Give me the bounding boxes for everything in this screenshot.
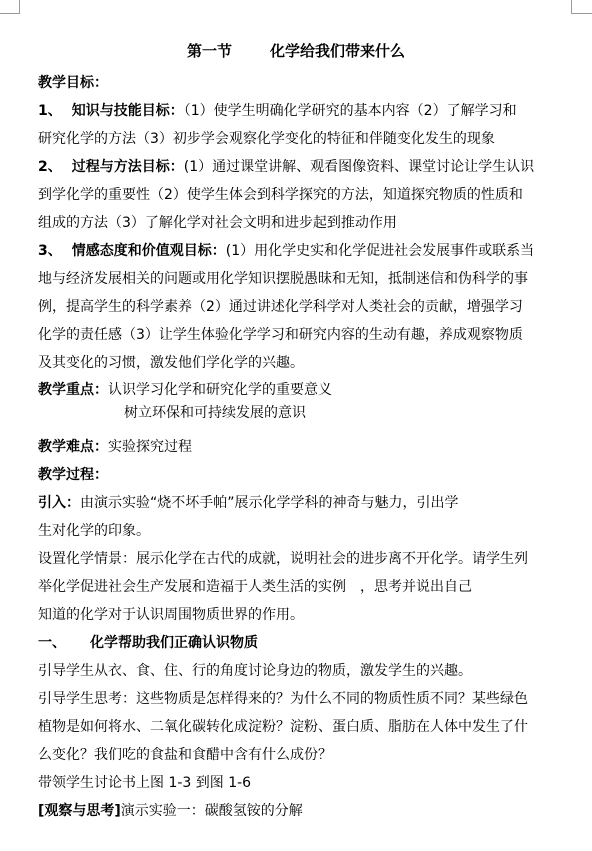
goal-1-line-1 — [38, 101, 517, 121]
guide-1: 引导学生从衣、食、住、行的角度讨论身边的物质，激发学生的兴趣。 — [38, 663, 472, 679]
key-points-text-1: 认识学习化学和研究化学的重要意义 — [108, 382, 332, 398]
crop-mark-top-right-h — [571, 13, 592, 14]
intro-line-2: 生对化学的印象。 — [38, 523, 150, 539]
scene-line-3: 知道的化学对于认识周围物质世界的作用。 — [38, 607, 304, 623]
section-1-number: 一、 — [38, 635, 66, 651]
goal-3-line-3: 例，提高学生的科学素养（2）通过讲述化学科学对人类社会的贡献，增强学习 — [38, 299, 523, 315]
title-section: 第一节 — [186, 42, 232, 60]
crop-mark-top-left-v — [19, 0, 20, 13]
goal-1-label: 知识与技能目标： — [71, 103, 184, 119]
difficulty-label: 教学难点： — [38, 439, 108, 455]
section-1-heading — [38, 633, 258, 653]
key-points-label: 教学重点： — [38, 382, 108, 398]
difficulty-line — [38, 437, 192, 457]
observe-label: [观察与思考] — [38, 803, 121, 819]
guide-2-line-1: 引导学生思考：这些物质是怎样得来的？为什么不同的物质性质不同？某些绿色 — [38, 691, 528, 707]
intro-label: 引入： — [38, 495, 80, 511]
goal-3-line-2: 地与经济发展相关的问题或用化学知识摆脱愚昧和无知，抵制迷信和伪科学的事 — [38, 271, 528, 287]
goal-1-number: 1、 — [38, 103, 62, 119]
key-points-line-2: 树立环保和可持续发展的意识 — [124, 405, 306, 421]
goal-3-line-5: 及其变化的习惯，激发他们学化学的兴趣。 — [38, 355, 304, 371]
discuss-line: 带领学生讨论书上图 1-3 到图 1-6 — [38, 775, 252, 791]
crop-mark-top-right-v — [571, 0, 572, 13]
goal-1-line-2: 研究化学的方法（3）初步学会观察化学变化的特征和伴随变化发生的现象 — [38, 131, 495, 147]
section-1-title: 化学帮助我们正确认识物质 — [90, 635, 258, 651]
intro-line-1 — [38, 493, 459, 513]
title-main: 化学给我们带来什么 — [270, 42, 406, 60]
goal-2-number: 2、 — [38, 159, 62, 175]
goal-1-text-1: （1）使学生明确化学研究的基本内容（2）了解学习和 — [183, 103, 517, 119]
observe-text: 演示实验一：碳酸氢铵的分解 — [120, 803, 303, 819]
goal-3-line-4: 化学的责任感（3）让学生体验化学学习和研究内容的生动有趣，养成观察物质 — [38, 327, 523, 343]
page-title — [0, 40, 592, 61]
goal-3-line-1 — [38, 241, 534, 261]
difficulty-text: 实验探究过程 — [108, 439, 192, 455]
goal-3-label: 情感态度和价值观目标： — [71, 243, 226, 259]
crop-mark-top-left-h — [0, 13, 20, 14]
guide-2-line-2: 植物是如何将水、二氧化碳转化成淀粉？淀粉、蛋白质、脂肪在人体中发生了什 — [38, 719, 528, 735]
guide-2-line-3: 么变化？我们吃的食盐和食醋中含有什么成份？ — [38, 747, 332, 763]
goal-3-text-1: (1）用化学史实和化学促进社会发展事件或联系当 — [225, 243, 535, 259]
observe-line — [38, 801, 303, 821]
intro-text-1: 由演示实验“烧不坏手帕”展示化学学科的神奇与魅力，引出学 — [80, 495, 459, 511]
process-heading: 教学过程： — [38, 467, 108, 483]
goals-heading: 教学目标： — [38, 75, 108, 91]
goal-2-text-1: (1）通过课堂讲解、观看图像资料、课堂讨论让学生认识 — [183, 159, 535, 175]
goal-2-line-3: 组成的方法（3）了解化学对社会文明和进步起到推动作用 — [38, 215, 397, 231]
goal-2-line-2: 到学化学的重要性（2）使学生体会到科学探究的方法，知道探究物质的性质和 — [38, 187, 523, 203]
goal-3-number: 3、 — [38, 243, 62, 259]
goal-2-label: 过程与方法目标： — [71, 159, 184, 175]
scene-line-2: 举化学促进社会生产发展和造福于人类生活的实例 ，思考并说出自己 — [38, 579, 472, 595]
key-points-line-1 — [38, 380, 332, 400]
scene-line-1: 设置化学情景：展示化学在古代的成就，说明社会的进步离不开化学。请学生列 — [38, 551, 528, 567]
goal-2-line-1 — [38, 157, 534, 177]
